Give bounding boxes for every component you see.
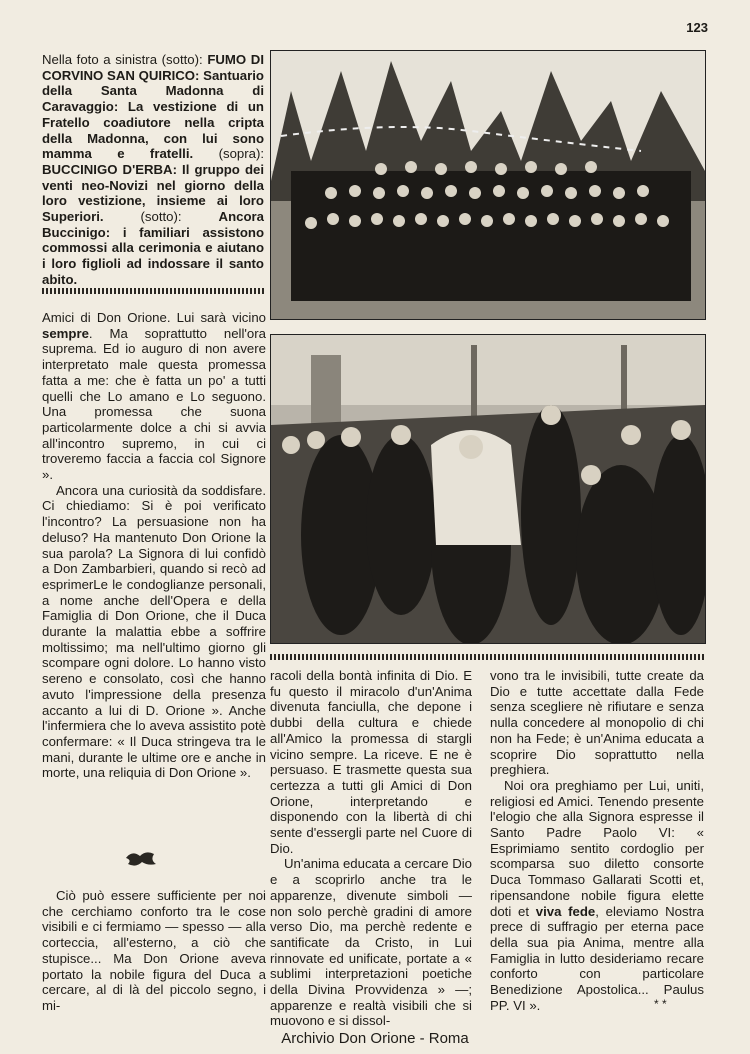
col1-paragraph-3: Ciò può essere sufficiente per noi che cerchiamo conforto tra le cose visibili e ci fermiamo — spesso — alla corteccia, all'esterno, a ciò che stupisce... Ma Don Orione aveva portato la nobile figura del Duca a cercare, al di là del piccolo segno, i mi- [42,888,266,1013]
archive-footer: Archivio Don Orione - Roma [281,1030,469,1047]
col1-p1-a: Amici di Don Orione. Lui sarà vicino [42,310,266,325]
photo-novices-group [270,50,706,320]
column-3-text [490,668,704,1013]
column-2-text [270,668,472,1029]
photo-divider [270,654,704,660]
col2-paragraph-1: racoli della bontà infinita di Dio. E fu questo il miracolo d'un'Anima divenuta fanciulla, che depone i dubbi della cultura e chiede all'Amico la promessa di stargli vicino sempre. La riceve. E ne è persuaso. E trasmette questa sua certezza a tutti gli Amici di Don Orione, interpretando e disponendo con la libertà di chi sente d'essergli parte nel Cuore di Dio. [270,668,472,856]
col3-paragraph-1: vono tra le invisibili, tutte create da Dio e tutte accettate dalla Fede senza scegliere nè rifiutare e senza nulla concedere al monopolio di chi non ha Fede; è un'Anima educata a scoprire Dio soprattutto nella preghiera. [490,668,704,778]
col1-paragraph-2: Ancora una curiosità da soddisfare. Ci chiediamo: Si è poi verificato l'incontro? La persuasione non ha deluso? Ha mantenuto Don Orione la sua parola? La Signora di lui confidò a Don Zambarbieri, quando si recò ad esprimerLe le condoglianze personali, a nome anche dell'Opera e della Famiglia di Don Orione, che il Duca durante la malattia ebbe a soffrire moltissimo; ma nell'ultimo giorno gli scompare ogni dolore. Lo hanno visto sereno e consolato, così che hanno avuto l'impressione della presenza accanto a lui di D. Orione ». Anche l'infermiera che lo aveva assistito potè confermare: « Il Duca stringeva tra le mani, durante le ultime ore e anche in morte, una reliquia di Don Orione ». [42,482,266,781]
photo-caption [42,52,264,288]
col2-paragraph-2: Un'anima educata a cercare Dio e a scoprirlo anche tra le apparenze, divenute simboli — non solo perchè gradini di amore verso Dio, ma perchè redente e santificate da Cristo, in Lui rinnovate ed unificate, portate a « sublimi interpretazioni poetiche della Divina Provvidenza » —; apparenze e realtà visibili che si muovono e si dissol- [270,856,472,1029]
caption-sopra: (sopra): [218,146,265,162]
caption-familiari: Ancora Buccinigo: i familiari assistono commossi alla cerimonia e aiutano i loro figlioli ad indossare il santo abito. [42,209,264,287]
col1-p1-bold: sempre [42,325,89,341]
novices-photo-image [271,51,705,319]
col3-p2-a: Noi ora preghiamo per Lui, uniti, religiosi ed Amici. Tenendo presente l'elogio che alla Signora espresse il Santo Padre Paolo VI: « Esprimiamo sentito cordoglio per scomparsa suo diletto consorte Duca Tommaso Gallarati Scotti et, ripensandone nobile figura elette doti et [490,777,704,919]
col3-p2-bold: viva fede [535,903,596,919]
decorative-ornament-icon [124,848,158,868]
column-1-continued [42,888,266,1014]
col3-p2-c: , eleviamo Nostra prece di suffragio per eterna pace della sua pia Anima, mentre alla Famiglia in lutto desideriamo recare conforto con particolare Benedizione Apostolica... Paulus PP. VI ». [490,903,704,1013]
col1-p1-c: . Ma soprattutto nell'ora suprema. Ed io auguro di non avere interpretato male questa promessa fatta a me: che è fatta un po' a tutti quelli che Lo amano e Lo seguono. Una promessa che suona particolarmente dolce a chi si avvia all'incontro supremo, in cui ci troveremo faccia a faccia col Signore ». [42,325,266,483]
col3-paragraph-2 [490,778,704,1014]
caption-buccinigo: BUCCINIGO D'ERBA: Il gruppo dei venti neo-Novizi nel giorno della loro vestizione, insieme ai loro Superiori. [42,161,264,225]
caption-divider [42,288,264,294]
caption-sotto: (sotto): [140,209,182,225]
photo-families-ceremony [270,334,706,644]
page-number: 123 [686,20,708,35]
ceremony-photo-image [271,335,705,643]
caption-fumo: FUMO DI CORVINO SAN QUIRICO: Santuario della Santa Madonna di Caravaggio: La vestizione di un Fratello coadiutore nella cripta della Madonna, con lui sono mamma e fratelli. [42,52,264,162]
col1-paragraph-1 [42,310,266,483]
caption-intro: Nella foto a sinistra (sotto): [42,52,203,67]
end-stars: * * [654,997,667,1011]
column-1-text [42,310,266,781]
